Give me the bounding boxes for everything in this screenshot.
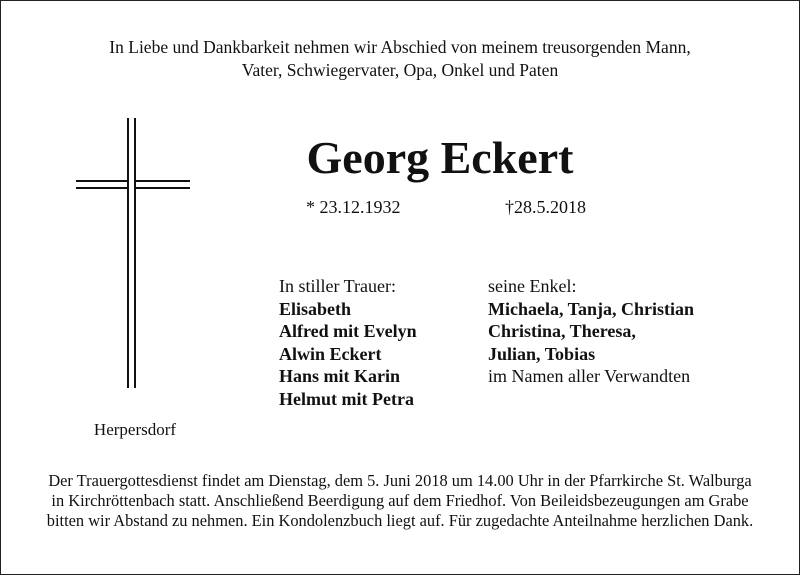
grandchildren-names: Christina, Theresa, — [488, 321, 636, 341]
grandchildren-names: Michaela, Tanja, Christian — [488, 298, 695, 319]
mourner-name: Alfred mit Evelyn — [279, 321, 417, 341]
service-info-line: Der Trauergottesdienst findet am Dienstag, dem 5. Juni 2018 um 14.00 Uhr in der Pfarrkirche St. Walburga — [48, 471, 752, 490]
grandchildren-heading: seine Enkel: — [488, 276, 577, 296]
mourners-left — [279, 275, 417, 410]
relatives-closing: im Namen aller Verwandten — [488, 366, 691, 386]
service-info — [20, 471, 780, 531]
mourner-name: Elisabeth — [279, 298, 352, 319]
mourner-name: Helmut mit Petra — [279, 388, 414, 409]
intro-line-2: Vater, Schwiegervater, Opa, Onkel und Paten — [241, 60, 559, 80]
mourners-right — [488, 275, 694, 388]
intro-line-1: In Liebe und Dankbarkeit nehmen wir Abschied von meinem treusorgenden Mann, — [109, 37, 691, 57]
grandchildren-names: Julian, Tobias — [488, 343, 596, 364]
location: Herpersdorf — [93, 420, 177, 439]
cross-icon — [76, 118, 190, 388]
mourner-name: Hans mit Karin — [279, 366, 401, 386]
service-info-line: bitten wir Abstand zu nehmen. Ein Kondolenzbuch liegt auf. Für zugedachte Anteilnahme herzlichen Dank. — [46, 511, 754, 530]
mourner-name: Alwin Eckert — [279, 343, 382, 364]
death-date: †28.5.2018 — [505, 197, 586, 217]
mourners-heading: In stiller Trauer: — [279, 276, 396, 296]
birth-date: * 23.12.1932 — [306, 197, 401, 217]
service-info-line: in Kirchröttenbach statt. Anschließend Beerdigung auf dem Friedhof. Von Beileidsbezeugungen am Grabe — [51, 491, 749, 510]
deceased-name: Georg Eckert — [306, 132, 574, 183]
